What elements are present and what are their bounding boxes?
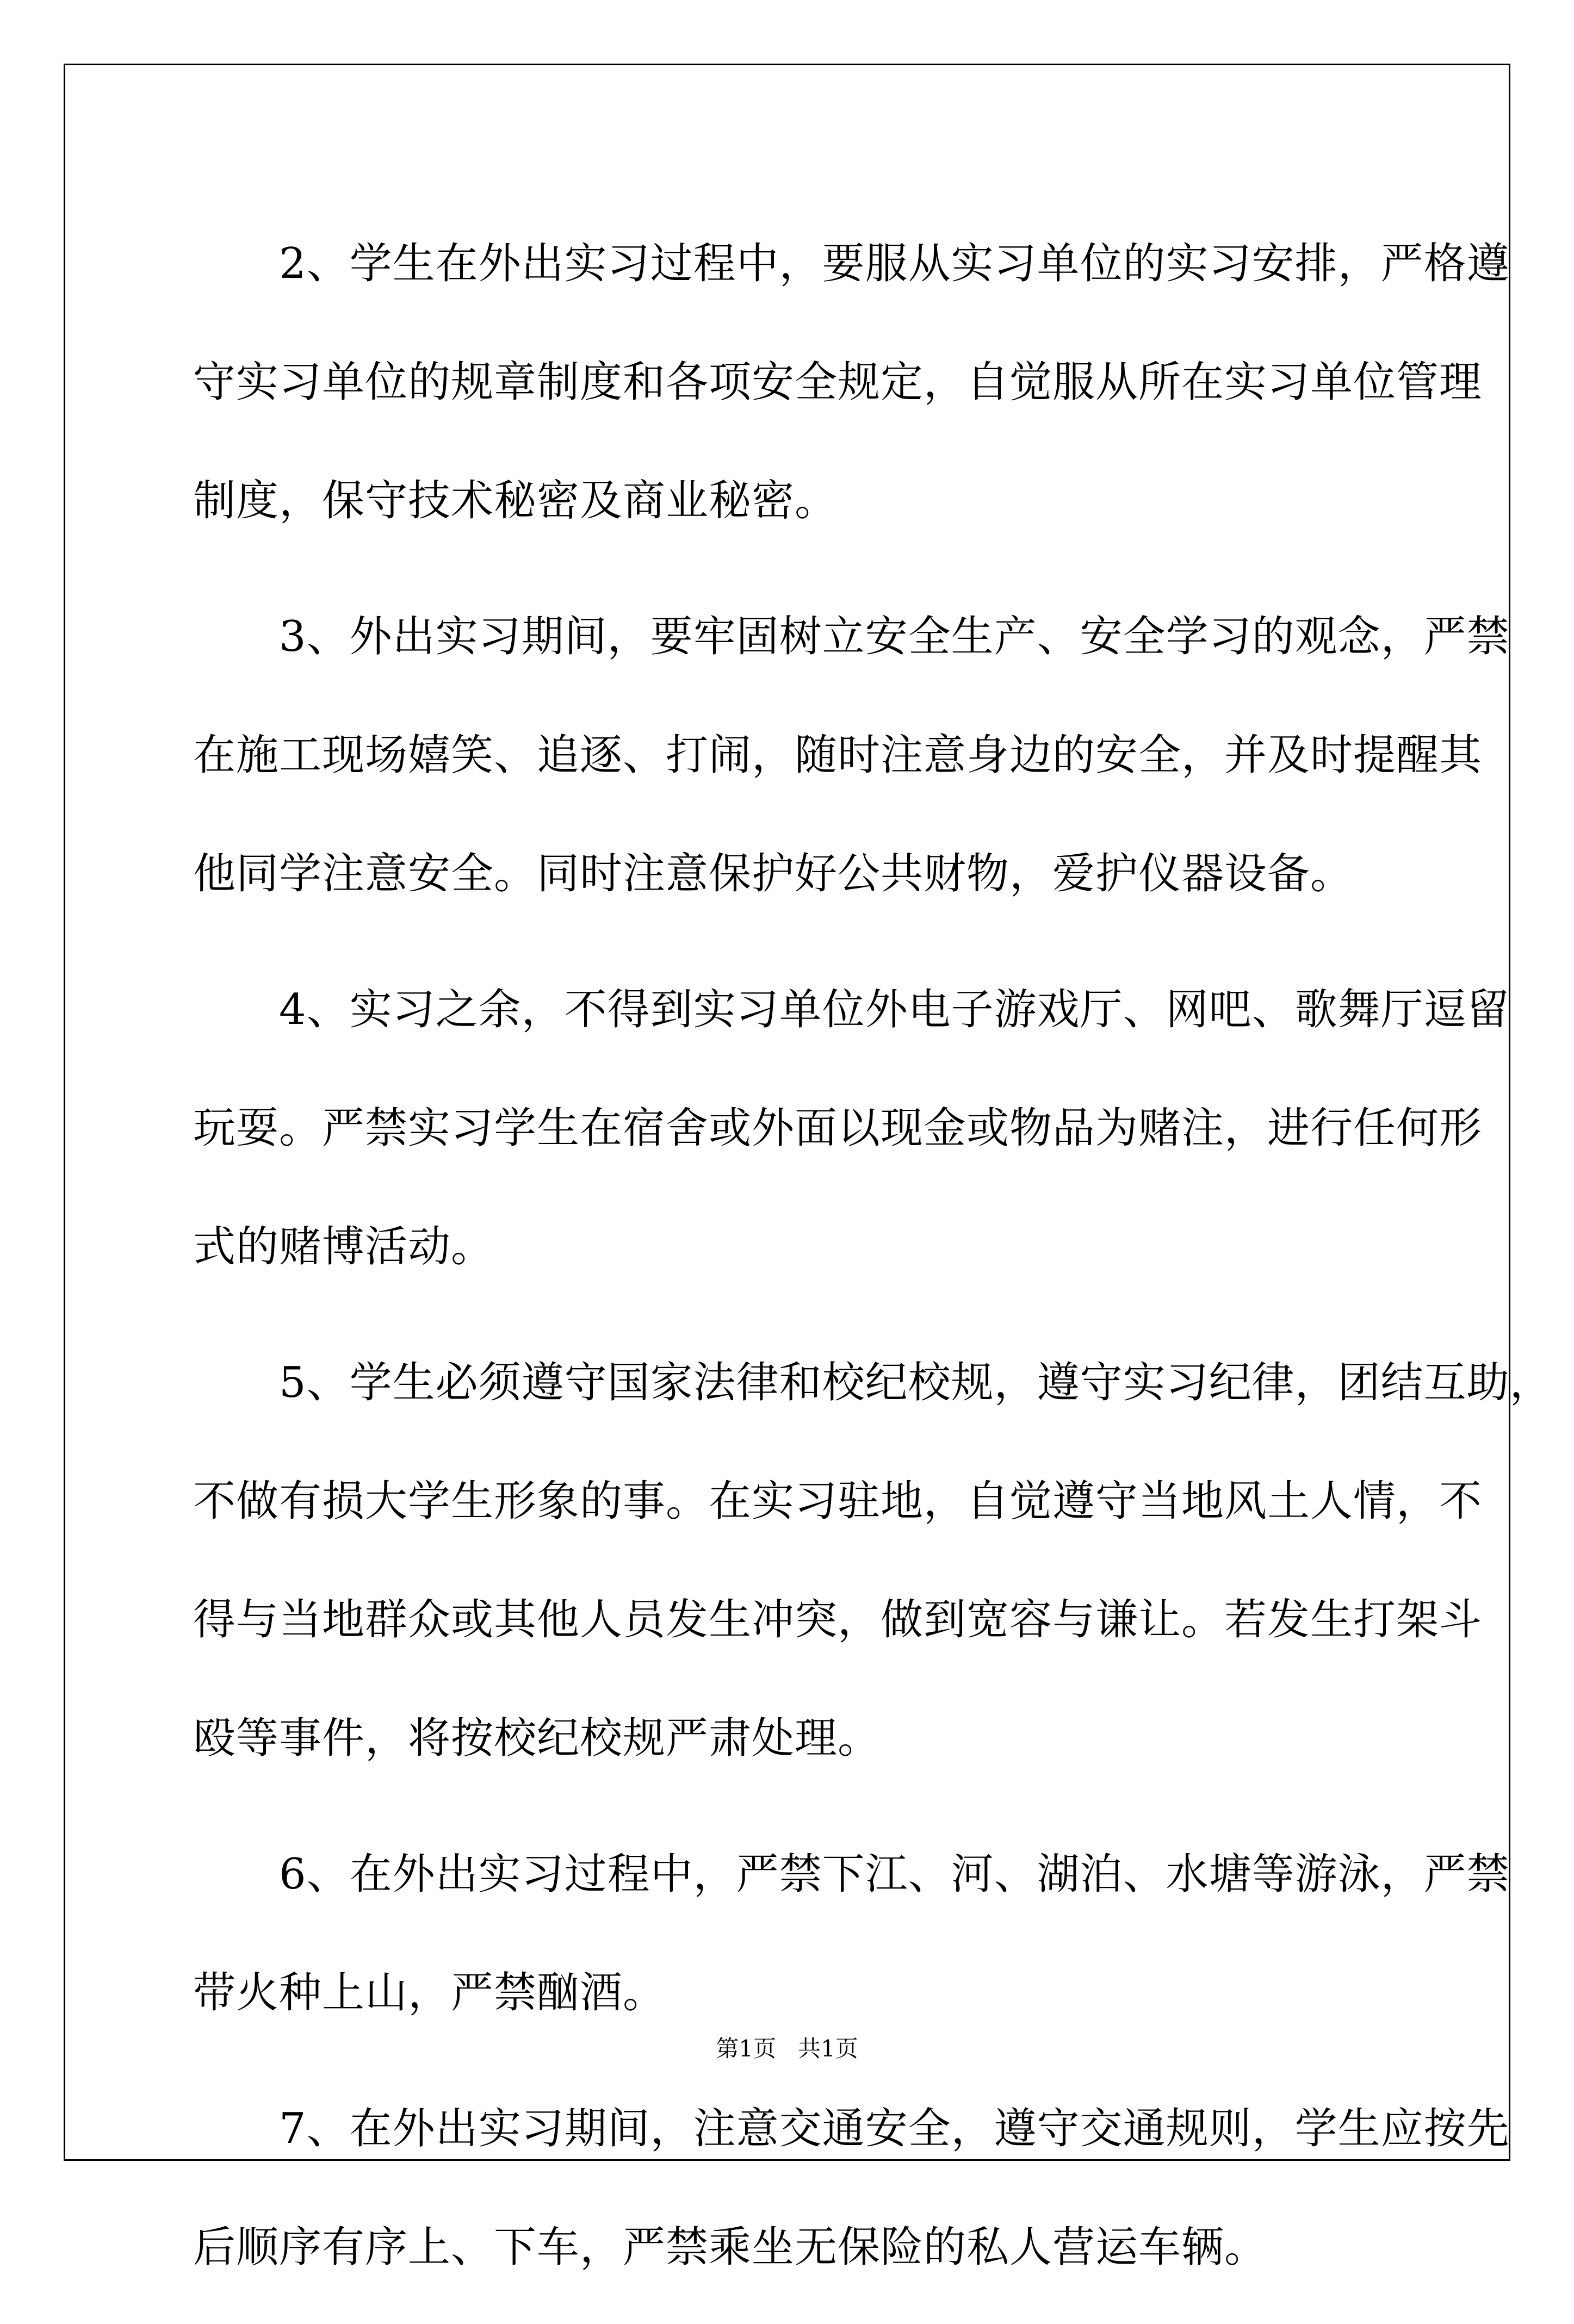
paragraph-line: 3、外出实习期间，要牢固树立安全生产、安全学习的观念，严禁 — [193, 612, 1510, 661]
page-number-total: 共1页 — [798, 2035, 858, 2062]
paragraph-line: 他同学注意安全。同时注意保护好公共财物，爱护仪器设备。 — [193, 849, 1354, 898]
paragraph-line: 殴等事件，将按校纪校规严肃处理。 — [193, 1714, 881, 1763]
paragraph-line: 不做有损大学生形象的事。在实习驻地，自觉遵守当地风土人情，不 — [193, 1477, 1483, 1526]
paragraph-line: 5、学生必须遵守国家法律和校纪校规，遵守实习纪律，团结互助， — [193, 1358, 1553, 1407]
paragraph-5 — [193, 1323, 1553, 1798]
paragraph-line: 后顺序有序上、下车，严禁乘坐无保险的私人营运车辆。 — [193, 2223, 1268, 2272]
paragraph-line: 2、学生在外出实习过程中，要服从实习单位的实习安排，严格遵 — [193, 239, 1510, 288]
paragraph-4 — [193, 950, 1510, 1306]
document-body — [193, 204, 1553, 2324]
paragraph-line: 式的赌博活动。 — [193, 1222, 494, 1271]
paragraph-line: 玩耍。严禁实习学生在宿舍或外面以现金或物品为赌注，进行任何形 — [193, 1104, 1483, 1153]
paragraph-line: 在施工现场嬉笑、追逐、打闹，随时注意身边的安全，并及时提醒其 — [193, 731, 1483, 780]
paragraph-line: 带火种上山，严禁酗酒。 — [193, 1968, 666, 2017]
page-number-current: 第1页 — [716, 2035, 776, 2062]
paragraph-7 — [193, 2070, 1510, 2307]
paragraph-line: 制度，保守技术秘密及商业秘密。 — [193, 476, 838, 525]
paragraph-line: 4、实习之余，不得到实习单位外电子游戏厅、网吧、歌舞厅逗留 — [193, 985, 1510, 1034]
paragraph-6 — [193, 1815, 1510, 2052]
page-footer — [0, 2031, 1574, 2064]
paragraph-line: 6、在外出实习过程中，严禁下江、河、湖泊、水塘等游泳，严禁 — [193, 1850, 1510, 1899]
paragraph-line: 得与当地群众或其他人员发生冲突，做到宽容与谦让。若发生打架斗 — [193, 1595, 1483, 1644]
paragraph-3 — [193, 577, 1510, 933]
paragraph-2 — [193, 204, 1510, 560]
paragraph-line: 7、在外出实习期间，注意交通安全，遵守交通规则，学生应按先 — [193, 2104, 1510, 2153]
paragraph-line: 守实习单位的规章制度和各项安全规定，自觉服从所在实习单位管理 — [193, 358, 1483, 407]
